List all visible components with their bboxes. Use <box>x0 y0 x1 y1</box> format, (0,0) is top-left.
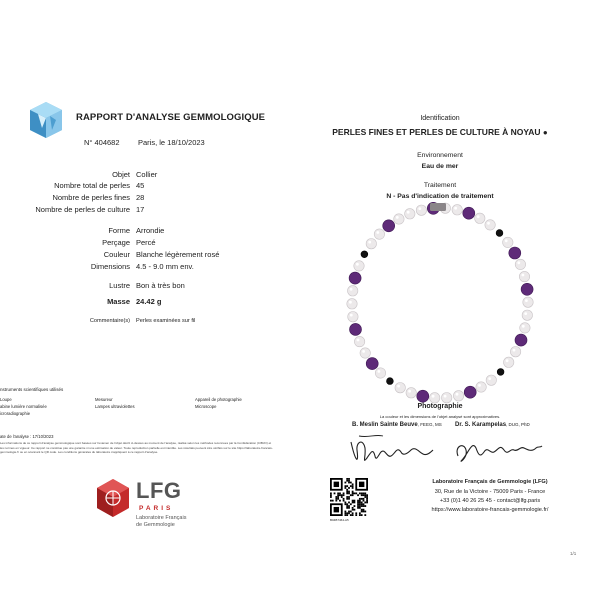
signatory-2-credentials: , DUG, PhD <box>506 422 530 427</box>
pearl-bead <box>523 297 533 307</box>
pearl-highlight <box>477 215 480 218</box>
qr-module <box>346 478 348 480</box>
pearl-highlight <box>407 211 410 214</box>
qr-module <box>350 511 352 513</box>
qr-module <box>348 511 350 513</box>
pearl-bead <box>453 391 463 401</box>
qr-module <box>357 505 359 507</box>
qr-module <box>354 509 356 511</box>
onyx-bead <box>387 378 394 385</box>
qr-module <box>359 500 361 502</box>
qr-module <box>343 498 345 500</box>
pearl-bead <box>485 220 495 230</box>
qr-module <box>350 514 352 516</box>
report-number: N° 404682 <box>84 138 120 147</box>
qr-finder-core <box>359 482 364 487</box>
qr-module <box>359 503 361 505</box>
detail-value: 17 <box>136 205 145 214</box>
signatory-2-name: Dr. S. Karampelas <box>455 422 507 428</box>
qr-module <box>344 511 346 513</box>
pearl-highlight <box>397 385 400 388</box>
detail-value: 28 <box>136 193 145 202</box>
qr-module <box>364 511 366 513</box>
qr-module <box>341 494 343 496</box>
qr-module <box>337 498 339 500</box>
bullet-icon: ● <box>542 128 548 137</box>
lab-name: Laboratoire Français de Gemmologie (LFG) <box>432 479 548 485</box>
qr-module <box>348 498 350 500</box>
signatory-1-name: B. Meslin Sainte Beuve <box>352 422 418 428</box>
qr-module <box>350 482 352 484</box>
qr-module <box>359 498 361 500</box>
pearl-highlight <box>350 288 353 291</box>
qr-module <box>355 512 357 514</box>
qr-module <box>359 507 361 509</box>
qr-module <box>348 480 350 482</box>
detail-label: Nombre total de perles <box>54 181 130 190</box>
amethyst-bead <box>383 220 395 232</box>
qr-module <box>355 492 357 494</box>
signature-1-image <box>345 430 435 472</box>
qr-module <box>339 492 341 494</box>
pearl-highlight <box>368 241 371 244</box>
qr-module <box>346 505 348 507</box>
report-place-date: Paris, le 18/10/2023 <box>138 138 205 147</box>
lfg-logo-icon <box>95 478 131 518</box>
qr-module <box>350 485 352 487</box>
pearl-bead <box>504 357 514 367</box>
lfg-brand: LFG <box>136 478 182 503</box>
amethyst-bead <box>515 334 527 346</box>
qr-module <box>352 487 354 489</box>
pearl-bead <box>522 310 532 320</box>
detail-label: Couleur <box>103 250 130 259</box>
signatory-2 <box>455 422 530 428</box>
instrument-item: Lampes ultraviolettes <box>95 404 135 409</box>
qr-module <box>344 514 346 516</box>
qr-module <box>330 492 332 494</box>
qr-module <box>363 505 365 507</box>
qr-module <box>334 492 336 494</box>
qr-module <box>357 503 359 505</box>
qr-module <box>337 494 339 496</box>
onyx-bead <box>361 251 368 258</box>
qr-module <box>330 494 332 496</box>
page-number: 1/1 <box>570 551 577 556</box>
qr-module <box>352 494 354 496</box>
qr-module <box>344 482 346 484</box>
qr-module <box>352 512 354 514</box>
qr-module <box>366 496 368 498</box>
qr-module <box>352 514 354 516</box>
pearl-bead <box>375 368 385 378</box>
amethyst-bead <box>509 247 521 259</box>
qr-finder-core <box>334 507 339 512</box>
pearl-highlight <box>456 393 459 396</box>
qr-module <box>352 491 354 493</box>
qr-module <box>352 492 354 494</box>
qr-module <box>359 505 361 507</box>
qr-module <box>343 492 345 494</box>
detail-label: Masse <box>107 297 130 306</box>
qr-module <box>357 500 359 502</box>
detail-label: Nombre de perles fines <box>52 193 130 202</box>
detail-label: Lustre <box>109 281 130 290</box>
pearl-bead <box>405 209 415 219</box>
qr-module <box>361 503 363 505</box>
signatory-1 <box>352 422 442 428</box>
pearl-bead <box>520 323 530 333</box>
identification-title-text: PERLES FINES ET PERLES DE CULTURE À NOYAU <box>332 127 541 137</box>
pearl-bead <box>442 393 452 403</box>
detail-label: Objet <box>112 170 130 179</box>
onyx-bead <box>496 230 503 237</box>
qr-module <box>346 480 348 482</box>
qr-module <box>359 502 361 504</box>
qr-module <box>355 514 357 516</box>
detail-label: Dimensions <box>90 262 130 271</box>
qr-module <box>346 491 348 493</box>
pearl-bead <box>406 388 416 398</box>
pearl-bead <box>348 286 358 296</box>
detail-value: Arrondie <box>136 226 165 235</box>
pearl-highlight <box>487 222 490 225</box>
qr-module <box>346 489 348 491</box>
gem-logo-icon <box>26 100 66 140</box>
environment-heading: Environnement <box>417 152 463 159</box>
qr-module <box>354 492 356 494</box>
pearl-highlight <box>357 339 360 342</box>
amethyst-bead <box>349 272 361 284</box>
amethyst-bead <box>366 358 378 370</box>
pearl-highlight <box>522 274 525 277</box>
qr-module <box>357 507 359 509</box>
amethyst-bead <box>464 386 476 398</box>
detail-value: Percé <box>136 238 156 247</box>
qr-code-id: B04B7464-A5 <box>330 518 349 522</box>
qr-module <box>357 502 359 504</box>
qr-module <box>354 505 356 507</box>
qr-module <box>343 500 345 502</box>
pearl-highlight <box>488 377 491 380</box>
qr-module <box>344 485 346 487</box>
detail-value: Collier <box>136 170 158 179</box>
qr-module <box>350 494 352 496</box>
treatment-heading: Traitement <box>423 182 457 189</box>
detail-value: Blanche légèrement rosé <box>136 250 220 259</box>
pearl-bead <box>347 299 357 309</box>
pearl-highlight <box>524 312 527 315</box>
onyx-bead <box>497 369 504 376</box>
pearl-bead <box>510 347 520 357</box>
qr-module <box>346 496 348 498</box>
amethyst-bead <box>463 207 475 219</box>
analysis-date: ate de l'analyse : 17/10/2023 <box>0 434 54 439</box>
qr-module <box>361 494 363 496</box>
qr-module <box>364 496 366 498</box>
qr-module <box>339 500 341 502</box>
qr-module <box>348 505 350 507</box>
qr-module <box>366 498 368 500</box>
pearl-highlight <box>350 314 353 317</box>
qr-module <box>361 492 363 494</box>
qr-module <box>335 500 337 502</box>
necklace-photo <box>330 200 550 405</box>
pearl-bead <box>452 205 462 215</box>
qr-module <box>348 491 350 493</box>
report-title: RAPPORT D'ANALYSE GEMMOLOGIQUE <box>76 112 266 123</box>
qr-module <box>348 478 350 480</box>
qr-module <box>352 483 354 485</box>
treatment-value: N - Pas d'indication de traitement <box>386 193 494 200</box>
pearl-highlight <box>418 207 421 210</box>
qr-module <box>359 514 361 516</box>
qr-module <box>357 494 359 496</box>
instruments-title: nstruments scientifiques utilisés <box>0 387 64 392</box>
detail-label: Perçage <box>102 238 130 247</box>
qr-module <box>361 509 363 511</box>
pearl-highlight <box>362 350 365 353</box>
pearl-bead <box>475 213 485 223</box>
pearl-bead <box>366 239 376 249</box>
qr-module <box>337 496 339 498</box>
environment-value: Eau de mer <box>421 163 459 170</box>
pearl-highlight <box>506 359 509 362</box>
qr-module <box>352 509 354 511</box>
instrument-item: Loupe <box>0 397 12 402</box>
pearl-highlight <box>356 263 359 266</box>
pearl-bead <box>486 375 496 385</box>
qr-module <box>361 511 363 513</box>
qr-module <box>352 485 354 487</box>
amethyst-bead <box>417 390 429 402</box>
pearl-highlight <box>513 349 516 352</box>
qr-module <box>348 507 350 509</box>
pearl-bead <box>476 382 486 392</box>
instrument-item: abine lumière normalisée <box>0 404 47 409</box>
qr-module <box>366 502 368 504</box>
qr-module <box>350 503 352 505</box>
pearl-bead <box>503 237 513 247</box>
qr-module <box>364 494 366 496</box>
qr-module <box>348 502 350 504</box>
qr-module <box>366 500 368 502</box>
pearl-bead <box>374 229 384 239</box>
qr-module <box>363 511 365 513</box>
detail-label: Commentaire(s) <box>89 318 130 324</box>
qr-module <box>332 500 334 502</box>
pearl-bead <box>394 214 404 224</box>
detail-label: Forme <box>108 226 130 235</box>
pearl-bead <box>348 312 358 322</box>
pearl-highlight <box>432 395 435 398</box>
pearl-highlight <box>444 395 447 398</box>
lab-website-link[interactable]: https://www.laboratoire-francais-gemmologie.fr/ <box>431 507 549 513</box>
pearl-highlight <box>522 325 525 328</box>
qr-module <box>335 496 337 498</box>
qr-module <box>352 500 354 502</box>
lab-address: 30, Rue de la Victoire - 75009 Paris - France <box>434 489 546 495</box>
lfg-subtitle-2: de Gemmologie <box>136 522 175 528</box>
qr-module <box>361 502 363 504</box>
pearl-bead <box>354 336 364 346</box>
qr-module <box>348 492 350 494</box>
pearl-bead <box>519 271 529 281</box>
qr-module <box>341 496 343 498</box>
signature-2-image <box>450 430 545 472</box>
pearl-bead <box>360 348 370 358</box>
instrument-item: Appareil de photographie <box>195 397 242 402</box>
qr-module <box>363 498 365 500</box>
qr-code-icon <box>330 478 368 516</box>
qr-module <box>364 505 366 507</box>
pearl-highlight <box>376 231 379 234</box>
pearl-bead <box>395 383 405 393</box>
photo-caption: Photographie <box>417 403 463 410</box>
pearl-highlight <box>378 370 381 373</box>
qr-module <box>352 502 354 504</box>
identification-heading: Identification <box>420 115 460 122</box>
qr-module <box>361 505 363 507</box>
lfg-subtitle-1: Laboratoire Français <box>136 515 187 521</box>
qr-module <box>335 498 337 500</box>
lab-contact: +33 (0)1 40 26 25 45 - contact@lfg.paris <box>439 498 541 504</box>
instrument-item: Mesureur <box>95 397 113 402</box>
qr-module <box>366 494 368 496</box>
amethyst-bead <box>521 283 533 295</box>
pearl-bead <box>515 259 525 269</box>
qr-module <box>330 500 332 502</box>
qr-module <box>361 514 363 516</box>
lfg-city: PARIS <box>139 505 174 512</box>
pearl-highlight <box>505 239 508 242</box>
qr-module <box>346 512 348 514</box>
detail-value: Bon à très bon <box>136 281 185 290</box>
qr-module <box>339 494 341 496</box>
qr-module <box>344 502 346 504</box>
pearl-highlight <box>517 261 520 264</box>
detail-label: Nombre de perles de culture <box>35 205 130 214</box>
qr-module <box>348 487 350 489</box>
amethyst-bead <box>350 323 362 335</box>
detail-value: 4.5 - 9.0 mm env. <box>136 262 194 271</box>
qr-module <box>346 485 348 487</box>
qr-module <box>343 494 345 496</box>
pearl-bead <box>416 205 426 215</box>
qr-module <box>346 503 348 505</box>
legal-text: Les informations de ce rapport d'analyse gemmologique sont basées sur l'examen de l'objet décrit ci-dessus au moment de l'analyse, réalisé selon les méthodes reconnues par la Confédération (CIBJO) et les normes en vigueur. Ce rapport ne constitue pas une garantie ni une estimation de valeur. Toute reproduction partielle est interdite. Les résultats peuvent être vérifiés sur le site https://laboratoire-francais-gemmologie.fr ou en scannant le QR code. Les conditions générales du laboratoire s'appliquent à ce rapport d'analyse. <box>0 441 273 455</box>
qr-module <box>363 500 365 502</box>
qr-module <box>344 503 346 505</box>
qr-module <box>348 496 350 498</box>
detail-value: 24.42 g <box>136 297 162 306</box>
qr-module <box>348 512 350 514</box>
clasp <box>430 203 446 211</box>
photo-note: La couleur et les dimensions de l'objet analysé sont approximatives. <box>379 414 501 419</box>
qr-module <box>363 503 365 505</box>
qr-module <box>364 514 366 516</box>
pearl-highlight <box>349 301 352 304</box>
qr-module <box>363 494 365 496</box>
qr-module <box>330 496 332 498</box>
qr-module <box>346 507 348 509</box>
qr-module <box>346 514 348 516</box>
instrument-item: Microscope <box>195 404 217 409</box>
pearl-highlight <box>396 216 399 219</box>
qr-module <box>364 502 366 504</box>
detail-value: Perles examinées sur fil <box>136 318 196 324</box>
qr-finder-core <box>334 482 339 487</box>
qr-module <box>361 498 363 500</box>
qr-module <box>359 512 361 514</box>
qr-module <box>346 492 348 494</box>
qr-module <box>344 512 346 514</box>
qr-module <box>363 509 365 511</box>
pearl-bead <box>430 393 440 403</box>
qr-module <box>348 482 350 484</box>
qr-module <box>364 492 366 494</box>
pearl-highlight <box>408 390 411 393</box>
qr-module <box>354 502 356 504</box>
pearl-highlight <box>525 299 528 302</box>
qr-module <box>346 498 348 500</box>
detail-value: 45 <box>136 181 145 190</box>
identification-title <box>310 127 570 137</box>
pearl-highlight <box>478 384 481 387</box>
instrument-item: icroradiographie <box>0 411 31 416</box>
qr-module <box>363 492 365 494</box>
qr-module <box>344 487 346 489</box>
signatory-1-credentials: , FEEG, MS <box>417 422 442 427</box>
qr-module <box>359 492 361 494</box>
qr-module <box>354 500 356 502</box>
pearl-highlight <box>454 207 457 210</box>
qr-module <box>352 507 354 509</box>
pearl-bead <box>354 261 364 271</box>
qr-module <box>337 492 339 494</box>
